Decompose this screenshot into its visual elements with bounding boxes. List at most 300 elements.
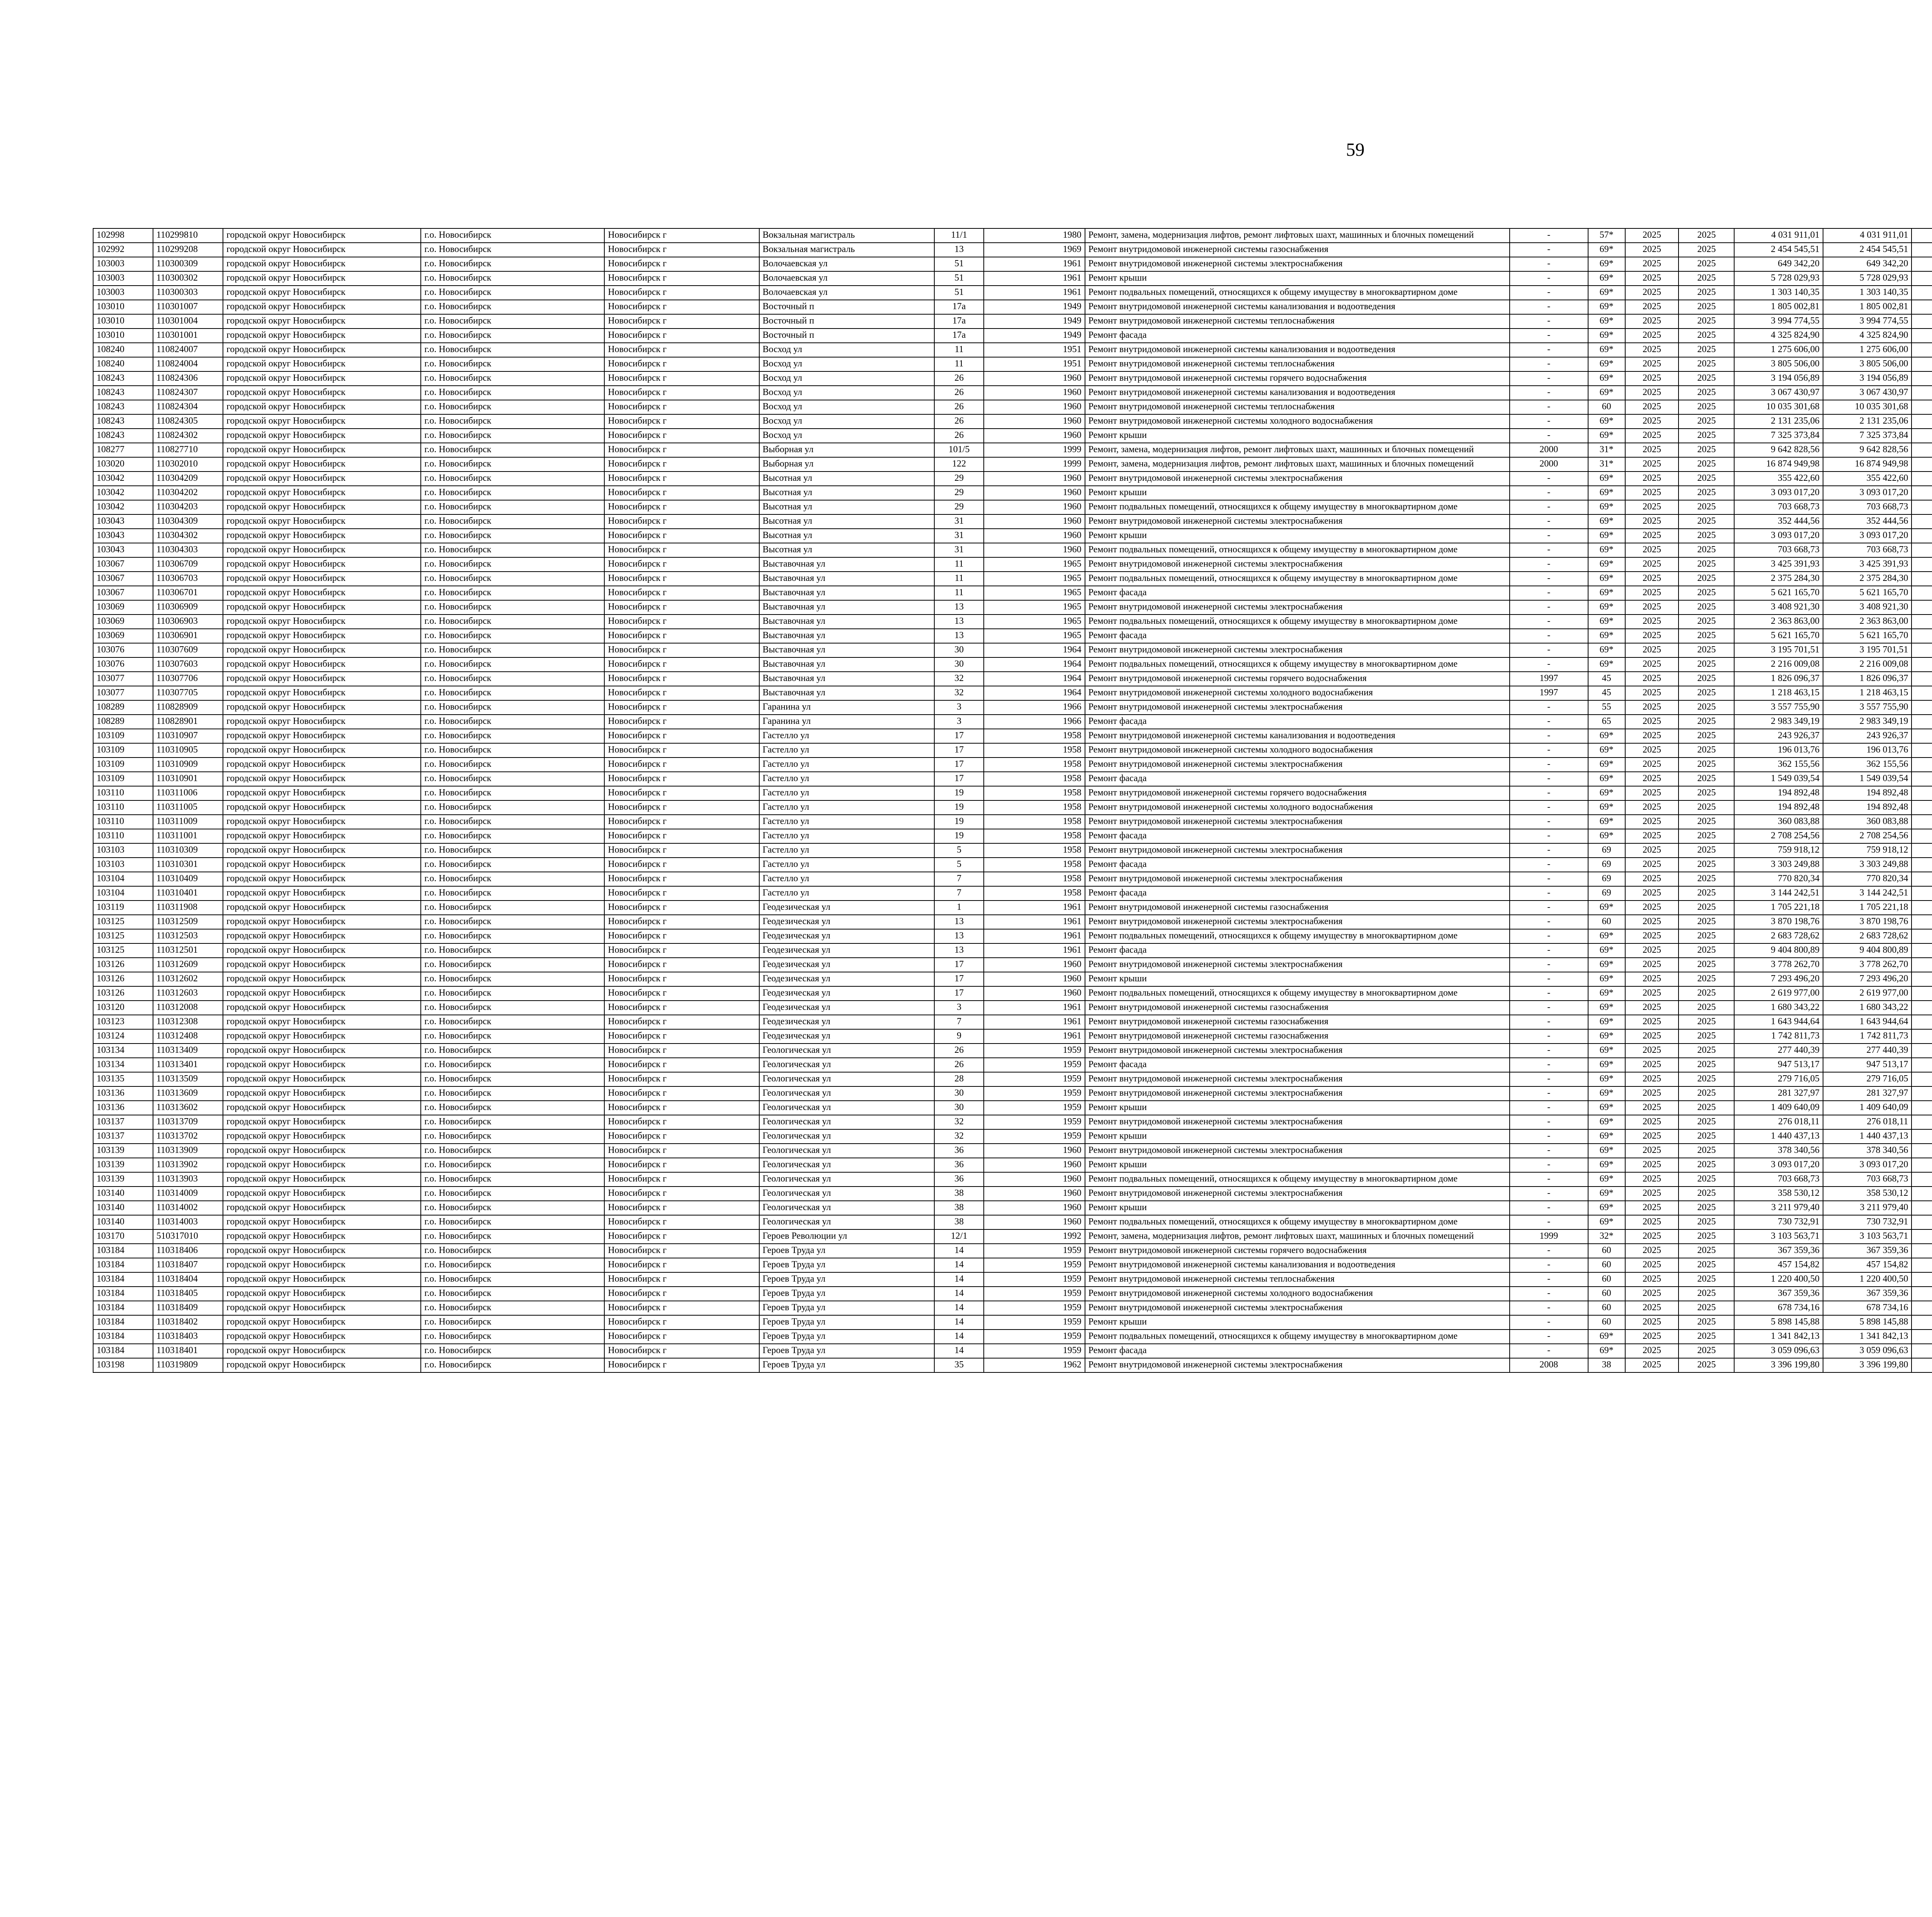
cell-city: Новосибирск г bbox=[604, 243, 759, 257]
cell-year: 1961 bbox=[984, 1029, 1085, 1044]
cell-municipality: городской округ Новосибирск bbox=[223, 1258, 421, 1272]
cell-year: 1959 bbox=[984, 1301, 1085, 1315]
cell-okrug: г.о. Новосибирск bbox=[421, 1330, 604, 1344]
cell-work: Ремонт внутридомовой инженерной системы электроснабжения bbox=[1085, 815, 1510, 829]
table-body bbox=[93, 228, 1932, 1372]
cell-code: 110306703 bbox=[153, 572, 223, 586]
cell-y2: 2025 bbox=[1679, 386, 1734, 400]
cell-wear: 69* bbox=[1588, 972, 1625, 986]
cell-code: 110311005 bbox=[153, 800, 223, 815]
cell-fund: 3 408 921,30 bbox=[1823, 600, 1912, 615]
cell-work: Ремонт крыши bbox=[1085, 529, 1510, 543]
cell-house: 17 bbox=[934, 958, 984, 972]
cell-c1 bbox=[1912, 700, 1932, 715]
cell-code: 110301007 bbox=[153, 300, 223, 314]
cell-c1 bbox=[1912, 1072, 1932, 1086]
cell-id: 103069 bbox=[93, 615, 153, 629]
cell-work: Ремонт внутридомовой инженерной системы холодного водоснабжения bbox=[1085, 800, 1510, 815]
cell-street: Выставочная ул bbox=[759, 657, 935, 672]
cell-okrug: г.о. Новосибирск bbox=[421, 300, 604, 314]
cell-work: Ремонт фасада bbox=[1085, 829, 1510, 843]
cell-cost: 5 898 145,88 bbox=[1734, 1315, 1823, 1330]
cell-y1: 2025 bbox=[1625, 371, 1679, 386]
cell-house: 26 bbox=[934, 1044, 984, 1058]
cell-work: Ремонт внутридомовой инженерной системы электроснабжения bbox=[1085, 758, 1510, 772]
cell-code: 110318404 bbox=[153, 1272, 223, 1287]
cell-wear: 69* bbox=[1588, 314, 1625, 329]
cell-street: Высотная ул bbox=[759, 529, 935, 543]
cell-c1 bbox=[1912, 886, 1932, 901]
cell-cost: 360 083,88 bbox=[1734, 815, 1823, 829]
cell-city: Новосибирск г bbox=[604, 700, 759, 715]
cell-c1 bbox=[1912, 915, 1932, 929]
cell-okrug: г.о. Новосибирск bbox=[421, 286, 604, 300]
cell-year: 1958 bbox=[984, 872, 1085, 886]
cell-id: 103136 bbox=[93, 1086, 153, 1101]
cell-house: 36 bbox=[934, 1158, 984, 1172]
cell-prev: - bbox=[1510, 371, 1588, 386]
cell-fund: 281 327,97 bbox=[1823, 1086, 1912, 1101]
cell-c1 bbox=[1912, 1201, 1932, 1215]
cell-id: 103076 bbox=[93, 657, 153, 672]
cell-cost: 1 643 944,64 bbox=[1734, 1015, 1823, 1029]
cell-wear: 69* bbox=[1588, 1086, 1625, 1101]
cell-wear: 69* bbox=[1588, 986, 1625, 1001]
cell-work: Ремонт внутридомовой инженерной системы канализования и водоотведения bbox=[1085, 1258, 1510, 1272]
table-row bbox=[93, 786, 1932, 800]
cell-prev: - bbox=[1510, 1172, 1588, 1187]
cell-prev: - bbox=[1510, 1344, 1588, 1358]
cell-city: Новосибирск г bbox=[604, 1158, 759, 1172]
cell-city: Новосибирск г bbox=[604, 1044, 759, 1058]
cell-y2: 2025 bbox=[1679, 1172, 1734, 1187]
cell-street: Восход ул bbox=[759, 400, 935, 414]
cell-cost: 3 067 430,97 bbox=[1734, 386, 1823, 400]
cell-year: 1959 bbox=[984, 1115, 1085, 1129]
cell-municipality: городской округ Новосибирск bbox=[223, 557, 421, 572]
cell-id: 103184 bbox=[93, 1344, 153, 1358]
cell-c1 bbox=[1912, 1115, 1932, 1129]
cell-y2: 2025 bbox=[1679, 786, 1734, 800]
cell-c1 bbox=[1912, 657, 1932, 672]
cell-municipality: городской округ Новосибирск bbox=[223, 386, 421, 400]
cell-year: 1960 bbox=[984, 1215, 1085, 1229]
cell-year: 1960 bbox=[984, 429, 1085, 443]
table-row bbox=[93, 1344, 1932, 1358]
cell-year: 1965 bbox=[984, 600, 1085, 615]
cell-municipality: городской округ Новосибирск bbox=[223, 1172, 421, 1187]
cell-house: 38 bbox=[934, 1187, 984, 1201]
cell-id: 103067 bbox=[93, 557, 153, 572]
cell-city: Новосибирск г bbox=[604, 1258, 759, 1272]
cell-house: 29 bbox=[934, 472, 984, 486]
cell-cost: 703 668,73 bbox=[1734, 500, 1823, 514]
cell-id: 103139 bbox=[93, 1172, 153, 1187]
cell-street: Геологическая ул bbox=[759, 1101, 935, 1115]
cell-year: 1961 bbox=[984, 901, 1085, 915]
cell-okrug: г.о. Новосибирск bbox=[421, 357, 604, 371]
cell-okrug: г.о. Новосибирск bbox=[421, 886, 604, 901]
cell-y1: 2025 bbox=[1625, 1201, 1679, 1215]
cell-id: 103076 bbox=[93, 643, 153, 657]
cell-y1: 2025 bbox=[1625, 1172, 1679, 1187]
cell-y1: 2025 bbox=[1625, 457, 1679, 472]
cell-id: 103140 bbox=[93, 1215, 153, 1229]
cell-house: 13 bbox=[934, 929, 984, 943]
cell-id: 103010 bbox=[93, 329, 153, 343]
cell-city: Новосибирск г bbox=[604, 1344, 759, 1358]
cell-code: 110312501 bbox=[153, 943, 223, 958]
cell-wear: 65 bbox=[1588, 715, 1625, 729]
cell-c1 bbox=[1912, 286, 1932, 300]
cell-city: Новосибирск г bbox=[604, 1330, 759, 1344]
cell-city: Новосибирск г bbox=[604, 357, 759, 371]
table-row bbox=[93, 286, 1932, 300]
cell-y1: 2025 bbox=[1625, 1058, 1679, 1072]
cell-house: 7 bbox=[934, 1015, 984, 1029]
cell-okrug: г.о. Новосибирск bbox=[421, 228, 604, 243]
cell-okrug: г.о. Новосибирск bbox=[421, 1158, 604, 1172]
cell-c1 bbox=[1912, 729, 1932, 743]
cell-wear: 69* bbox=[1588, 257, 1625, 271]
cell-work: Ремонт внутридомовой инженерной системы электроснабжения bbox=[1085, 958, 1510, 972]
cell-y2: 2025 bbox=[1679, 429, 1734, 443]
cell-y2: 2025 bbox=[1679, 1272, 1734, 1287]
cell-house: 101/5 bbox=[934, 443, 984, 457]
cell-id: 103109 bbox=[93, 729, 153, 743]
cell-wear: 69* bbox=[1588, 343, 1625, 357]
cell-city: Новосибирск г bbox=[604, 1301, 759, 1315]
cell-city: Новосибирск г bbox=[604, 672, 759, 686]
cell-year: 1966 bbox=[984, 700, 1085, 715]
cell-fund: 360 083,88 bbox=[1823, 815, 1912, 829]
cell-street: Героев Труда ул bbox=[759, 1344, 935, 1358]
cell-street: Восточный п bbox=[759, 300, 935, 314]
cell-prev: - bbox=[1510, 1044, 1588, 1058]
cell-cost: 3 093 017,20 bbox=[1734, 486, 1823, 500]
cell-work: Ремонт подвальных помещений, относящихся к общему имуществу в многоквартирном доме bbox=[1085, 543, 1510, 557]
cell-work: Ремонт подвальных помещений, относящихся к общему имуществу в многоквартирном доме bbox=[1085, 1172, 1510, 1187]
cell-street: Геологическая ул bbox=[759, 1172, 935, 1187]
cell-street: Высотная ул bbox=[759, 514, 935, 529]
cell-id: 103043 bbox=[93, 529, 153, 543]
cell-y1: 2025 bbox=[1625, 815, 1679, 829]
cell-c1 bbox=[1912, 472, 1932, 486]
cell-wear: 60 bbox=[1588, 400, 1625, 414]
cell-fund: 2 708 254,56 bbox=[1823, 829, 1912, 843]
cell-id: 108243 bbox=[93, 371, 153, 386]
cell-prev: - bbox=[1510, 1086, 1588, 1101]
cell-fund: 770 820,34 bbox=[1823, 872, 1912, 886]
cell-city: Новосибирск г bbox=[604, 300, 759, 314]
cell-code: 110313909 bbox=[153, 1144, 223, 1158]
table-row bbox=[93, 371, 1932, 386]
table-row bbox=[93, 829, 1932, 843]
cell-year: 1960 bbox=[984, 400, 1085, 414]
cell-id: 103104 bbox=[93, 886, 153, 901]
cell-work: Ремонт внутридомовой инженерной системы газоснабжения bbox=[1085, 243, 1510, 257]
cell-okrug: г.о. Новосибирск bbox=[421, 972, 604, 986]
cell-y1: 2025 bbox=[1625, 1330, 1679, 1344]
cell-fund: 3 805 506,00 bbox=[1823, 357, 1912, 371]
cell-fund: 3 059 096,63 bbox=[1823, 1344, 1912, 1358]
works-table bbox=[93, 228, 1932, 1373]
cell-code: 110307609 bbox=[153, 643, 223, 657]
cell-year: 1960 bbox=[984, 1158, 1085, 1172]
cell-cost: 3 994 774,55 bbox=[1734, 314, 1823, 329]
cell-cost: 2 216 009,08 bbox=[1734, 657, 1823, 672]
cell-cost: 649 342,20 bbox=[1734, 257, 1823, 271]
cell-okrug: г.о. Новосибирск bbox=[421, 1129, 604, 1144]
cell-cost: 276 018,11 bbox=[1734, 1115, 1823, 1129]
cell-cost: 2 131 235,06 bbox=[1734, 414, 1823, 429]
cell-y2: 2025 bbox=[1679, 529, 1734, 543]
cell-okrug: г.о. Новосибирск bbox=[421, 872, 604, 886]
table-row bbox=[93, 943, 1932, 958]
cell-id: 103042 bbox=[93, 500, 153, 514]
cell-year: 1960 bbox=[984, 972, 1085, 986]
cell-year: 1958 bbox=[984, 858, 1085, 872]
cell-wear: 55 bbox=[1588, 700, 1625, 715]
cell-house: 17а bbox=[934, 329, 984, 343]
cell-c1 bbox=[1912, 843, 1932, 858]
cell-y1: 2025 bbox=[1625, 657, 1679, 672]
cell-okrug: г.о. Новосибирск bbox=[421, 486, 604, 500]
cell-municipality: городской округ Новосибирск bbox=[223, 1001, 421, 1015]
cell-prev: - bbox=[1510, 1129, 1588, 1144]
cell-city: Новосибирск г bbox=[604, 643, 759, 657]
cell-city: Новосибирск г bbox=[604, 886, 759, 901]
table-row bbox=[93, 643, 1932, 657]
cell-year: 1964 bbox=[984, 672, 1085, 686]
cell-id: 102998 bbox=[93, 228, 153, 243]
cell-prev: - bbox=[1510, 1001, 1588, 1015]
cell-c1 bbox=[1912, 800, 1932, 815]
cell-work: Ремонт, замена, модернизация лифтов, ремонт лифтовых шахт, машинных и блочных помещений bbox=[1085, 228, 1510, 243]
cell-okrug: г.о. Новосибирск bbox=[421, 443, 604, 457]
cell-work: Ремонт внутридомовой инженерной системы электроснабжения bbox=[1085, 1358, 1510, 1372]
cell-code: 110310909 bbox=[153, 758, 223, 772]
cell-okrug: г.о. Новосибирск bbox=[421, 514, 604, 529]
cell-y1: 2025 bbox=[1625, 629, 1679, 643]
table-row bbox=[93, 500, 1932, 514]
cell-work: Ремонт внутридомовой инженерной системы электроснабжения bbox=[1085, 915, 1510, 929]
cell-code: 110313409 bbox=[153, 1044, 223, 1058]
cell-prev: - bbox=[1510, 1244, 1588, 1258]
cell-street: Выставочная ул bbox=[759, 672, 935, 686]
cell-code: 110318409 bbox=[153, 1301, 223, 1315]
cell-city: Новосибирск г bbox=[604, 1001, 759, 1015]
cell-id: 103125 bbox=[93, 929, 153, 943]
cell-cost: 277 440,39 bbox=[1734, 1044, 1823, 1058]
cell-street: Гастелло ул bbox=[759, 872, 935, 886]
cell-street: Высотная ул bbox=[759, 486, 935, 500]
cell-okrug: г.о. Новосибирск bbox=[421, 672, 604, 686]
cell-city: Новосибирск г bbox=[604, 657, 759, 672]
cell-prev: 1999 bbox=[1510, 1229, 1588, 1244]
cell-fund: 5 728 029,93 bbox=[1823, 271, 1912, 286]
cell-street: Героев Революции ул bbox=[759, 1229, 935, 1244]
cell-y1: 2025 bbox=[1625, 1144, 1679, 1158]
cell-okrug: г.о. Новосибирск bbox=[421, 1072, 604, 1086]
cell-code: 110312308 bbox=[153, 1015, 223, 1029]
cell-fund: 5 621 165,70 bbox=[1823, 629, 1912, 643]
cell-city: Новосибирск г bbox=[604, 500, 759, 514]
cell-cost: 367 359,36 bbox=[1734, 1244, 1823, 1258]
cell-municipality: городской округ Новосибирск bbox=[223, 1129, 421, 1144]
cell-y1: 2025 bbox=[1625, 1086, 1679, 1101]
cell-y2: 2025 bbox=[1679, 543, 1734, 557]
cell-c1 bbox=[1912, 271, 1932, 286]
cell-city: Новосибирск г bbox=[604, 1287, 759, 1301]
cell-y1: 2025 bbox=[1625, 672, 1679, 686]
cell-street: Выставочная ул bbox=[759, 586, 935, 600]
cell-municipality: городской округ Новосибирск bbox=[223, 286, 421, 300]
cell-work: Ремонт подвальных помещений, относящихся к общему имуществу в многоквартирном доме bbox=[1085, 929, 1510, 943]
cell-y2: 2025 bbox=[1679, 457, 1734, 472]
cell-prev: - bbox=[1510, 1315, 1588, 1330]
cell-city: Новосибирск г bbox=[604, 343, 759, 357]
cell-wear: 60 bbox=[1588, 1272, 1625, 1287]
cell-year: 1961 bbox=[984, 915, 1085, 929]
cell-year: 1949 bbox=[984, 300, 1085, 314]
cell-work: Ремонт внутридомовой инженерной системы электроснабжения bbox=[1085, 700, 1510, 715]
cell-code: 110306903 bbox=[153, 615, 223, 629]
cell-house: 17 bbox=[934, 986, 984, 1001]
cell-fund: 730 732,91 bbox=[1823, 1215, 1912, 1229]
cell-y2: 2025 bbox=[1679, 858, 1734, 872]
cell-street: Высотная ул bbox=[759, 543, 935, 557]
cell-cost: 2 454 545,51 bbox=[1734, 243, 1823, 257]
cell-c1 bbox=[1912, 557, 1932, 572]
cell-prev: - bbox=[1510, 514, 1588, 529]
cell-y1: 2025 bbox=[1625, 1272, 1679, 1287]
cell-code: 110310907 bbox=[153, 729, 223, 743]
cell-y1: 2025 bbox=[1625, 1215, 1679, 1229]
cell-municipality: городской округ Новосибирск bbox=[223, 886, 421, 901]
cell-work: Ремонт фасада bbox=[1085, 715, 1510, 729]
cell-y1: 2025 bbox=[1625, 1258, 1679, 1272]
cell-year: 1958 bbox=[984, 800, 1085, 815]
cell-okrug: г.о. Новосибирск bbox=[421, 829, 604, 843]
cell-code: 110312503 bbox=[153, 929, 223, 943]
cell-year: 1960 bbox=[984, 386, 1085, 400]
cell-code: 110824307 bbox=[153, 386, 223, 400]
cell-code: 110824305 bbox=[153, 414, 223, 429]
cell-y1: 2025 bbox=[1625, 228, 1679, 243]
cell-work: Ремонт фасада bbox=[1085, 858, 1510, 872]
cell-cost: 1 705 221,18 bbox=[1734, 901, 1823, 915]
cell-okrug: г.о. Новосибирск bbox=[421, 500, 604, 514]
cell-municipality: городской округ Новосибирск bbox=[223, 457, 421, 472]
cell-cost: 3 303 249,88 bbox=[1734, 858, 1823, 872]
cell-id: 103109 bbox=[93, 772, 153, 786]
cell-id: 103003 bbox=[93, 257, 153, 271]
cell-y1: 2025 bbox=[1625, 400, 1679, 414]
cell-code: 110299208 bbox=[153, 243, 223, 257]
cell-y2: 2025 bbox=[1679, 672, 1734, 686]
cell-okrug: г.о. Новосибирск bbox=[421, 343, 604, 357]
cell-id: 103104 bbox=[93, 872, 153, 886]
cell-street: Высотная ул bbox=[759, 472, 935, 486]
cell-house: 32 bbox=[934, 672, 984, 686]
cell-year: 1960 bbox=[984, 486, 1085, 500]
cell-house: 3 bbox=[934, 700, 984, 715]
cell-c1 bbox=[1912, 943, 1932, 958]
cell-municipality: городской округ Новосибирск bbox=[223, 672, 421, 686]
table-row bbox=[93, 386, 1932, 400]
cell-okrug: г.о. Новосибирск bbox=[421, 615, 604, 629]
cell-year: 1960 bbox=[984, 472, 1085, 486]
cell-id: 103184 bbox=[93, 1287, 153, 1301]
cell-y1: 2025 bbox=[1625, 343, 1679, 357]
cell-house: 32 bbox=[934, 1129, 984, 1144]
cell-okrug: г.о. Новосибирск bbox=[421, 529, 604, 543]
cell-c1 bbox=[1912, 715, 1932, 729]
table-row bbox=[93, 514, 1932, 529]
table-row bbox=[93, 1315, 1932, 1330]
table-row bbox=[93, 1244, 1932, 1258]
cell-y1: 2025 bbox=[1625, 700, 1679, 715]
cell-city: Новосибирск г bbox=[604, 786, 759, 800]
table-row bbox=[93, 772, 1932, 786]
cell-code: 110312408 bbox=[153, 1029, 223, 1044]
cell-work: Ремонт внутридомовой инженерной системы горячего водоснабжения bbox=[1085, 672, 1510, 686]
cell-cost: 678 734,16 bbox=[1734, 1301, 1823, 1315]
cell-okrug: г.о. Новосибирск bbox=[421, 1315, 604, 1330]
cell-y1: 2025 bbox=[1625, 586, 1679, 600]
cell-house: 13 bbox=[934, 915, 984, 929]
cell-year: 1961 bbox=[984, 1001, 1085, 1015]
cell-year: 1961 bbox=[984, 1015, 1085, 1029]
cell-wear: 69* bbox=[1588, 643, 1625, 657]
cell-id: 103067 bbox=[93, 572, 153, 586]
cell-city: Новосибирск г bbox=[604, 271, 759, 286]
cell-y1: 2025 bbox=[1625, 872, 1679, 886]
cell-year: 1958 bbox=[984, 743, 1085, 758]
cell-municipality: городской округ Новосибирск bbox=[223, 300, 421, 314]
cell-municipality: городской округ Новосибирск bbox=[223, 1044, 421, 1058]
cell-cost: 1 549 039,54 bbox=[1734, 772, 1823, 786]
cell-y2: 2025 bbox=[1679, 1258, 1734, 1272]
table-row bbox=[93, 1229, 1932, 1244]
cell-okrug: г.о. Новосибирск bbox=[421, 1358, 604, 1372]
cell-id: 103125 bbox=[93, 943, 153, 958]
cell-y2: 2025 bbox=[1679, 414, 1734, 429]
cell-house: 30 bbox=[934, 1101, 984, 1115]
cell-year: 1960 bbox=[984, 500, 1085, 514]
cell-code: 110306901 bbox=[153, 629, 223, 643]
cell-prev: - bbox=[1510, 715, 1588, 729]
cell-y2: 2025 bbox=[1679, 915, 1734, 929]
cell-y2: 2025 bbox=[1679, 815, 1734, 829]
cell-y1: 2025 bbox=[1625, 600, 1679, 615]
cell-municipality: городской округ Новосибирск bbox=[223, 228, 421, 243]
cell-street: Восход ул bbox=[759, 357, 935, 371]
table-row bbox=[93, 901, 1932, 915]
cell-municipality: городской округ Новосибирск bbox=[223, 1330, 421, 1344]
cell-fund: 3 144 242,51 bbox=[1823, 886, 1912, 901]
cell-prev: - bbox=[1510, 743, 1588, 758]
cell-c1 bbox=[1912, 958, 1932, 972]
cell-code: 110318401 bbox=[153, 1344, 223, 1358]
cell-fund: 759 918,12 bbox=[1823, 843, 1912, 858]
cell-prev: - bbox=[1510, 758, 1588, 772]
cell-municipality: городской округ Новосибирск bbox=[223, 1115, 421, 1129]
cell-code: 110313401 bbox=[153, 1058, 223, 1072]
cell-work: Ремонт крыши bbox=[1085, 486, 1510, 500]
cell-y2: 2025 bbox=[1679, 343, 1734, 357]
